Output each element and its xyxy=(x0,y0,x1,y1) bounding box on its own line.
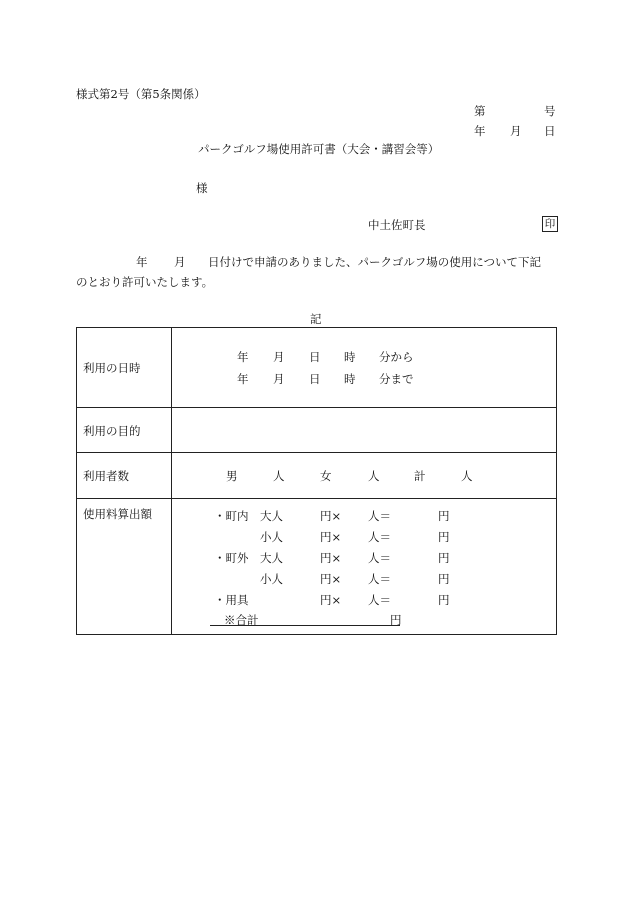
label-cell-users xyxy=(77,453,172,499)
fee-persons: 人＝ xyxy=(368,593,391,607)
body-year: 年 xyxy=(136,255,148,269)
fee-total-label: ※合計 xyxy=(224,613,259,627)
to-minute: 分まで xyxy=(379,372,414,386)
total-persons-unit: 人 xyxy=(461,469,473,483)
fee-total-amount: 円 xyxy=(390,613,402,627)
fee-type: 小人 xyxy=(260,530,283,544)
fee-persons: 人＝ xyxy=(368,572,391,586)
form-number: 様式第2号（第5条関係） xyxy=(76,87,206,101)
fee-type: 小人 xyxy=(260,572,283,586)
fee-unit-price: 円× xyxy=(320,551,342,565)
from-minute: 分から xyxy=(379,350,414,364)
female-label: 女 xyxy=(320,469,332,483)
fee-persons: 人＝ xyxy=(368,530,391,544)
body-line-2: のとおり許可いたします。 xyxy=(76,275,214,289)
to-month: 月 xyxy=(273,372,285,386)
fee-unit-price: 円× xyxy=(320,572,342,586)
label-cell-fees xyxy=(77,499,172,635)
addressee-suffix: 様 xyxy=(196,181,208,195)
female-persons-unit: 人 xyxy=(368,469,380,483)
issuer-name: 中土佐町長 xyxy=(368,218,426,232)
fee-category: ・町内 xyxy=(214,509,249,523)
to-year: 年 xyxy=(237,372,249,386)
from-hour: 時 xyxy=(344,350,356,364)
issue-date-year: 年 xyxy=(474,124,486,138)
row-users xyxy=(77,453,557,499)
from-year: 年 xyxy=(237,350,249,364)
fee-amount: 円 xyxy=(438,509,450,523)
document-number-prefix: 第 xyxy=(474,104,486,118)
label-datetime: 利用の日時 xyxy=(83,361,141,375)
to-hour: 時 xyxy=(344,372,356,386)
fee-amount: 円 xyxy=(438,530,450,544)
fee-persons: 人＝ xyxy=(368,551,391,565)
label-cell-datetime xyxy=(77,328,172,408)
seal-mark: 印 xyxy=(542,216,558,232)
fee-category: ・用具 xyxy=(214,593,249,607)
to-day: 日 xyxy=(309,372,321,386)
ki-heading: 記 xyxy=(310,312,322,326)
fee-unit-price: 円× xyxy=(320,509,342,523)
fee-type: 大人 xyxy=(260,551,283,565)
label-users: 利用者数 xyxy=(83,469,129,483)
fee-unit-price: 円× xyxy=(320,530,342,544)
body-month: 月 xyxy=(174,255,186,269)
label-fees: 使用料算出額 xyxy=(83,507,152,521)
fee-unit-price: 円× xyxy=(320,593,342,607)
label-cell-purpose xyxy=(77,408,172,453)
document-number-suffix: 号 xyxy=(544,104,556,118)
male-persons-unit: 人 xyxy=(273,469,285,483)
fee-amount: 円 xyxy=(438,551,450,565)
from-day: 日 xyxy=(309,350,321,364)
value-cell-fees xyxy=(172,499,557,635)
value-cell-datetime xyxy=(172,328,557,408)
issue-date-day: 日 xyxy=(544,124,556,138)
row-purpose xyxy=(77,408,557,453)
fee-category: ・町外 xyxy=(214,551,249,565)
fee-persons: 人＝ xyxy=(368,509,391,523)
fee-amount: 円 xyxy=(438,593,450,607)
fee-amount: 円 xyxy=(438,572,450,586)
row-datetime xyxy=(77,328,557,408)
label-purpose: 利用の目的 xyxy=(83,424,141,438)
value-cell-users xyxy=(172,453,557,499)
value-cell-purpose[interactable] xyxy=(172,408,557,453)
total-label: 計 xyxy=(414,469,426,483)
issue-date-month: 月 xyxy=(510,124,522,138)
fee-type: 大人 xyxy=(260,509,283,523)
from-month: 月 xyxy=(273,350,285,364)
row-fees xyxy=(77,499,557,635)
permit-table xyxy=(76,327,557,635)
total-underline xyxy=(210,625,400,626)
body-line-1: 日付けで申請のありました、パークゴルフ場の使用について下記 xyxy=(208,255,542,269)
document-title: パークゴルフ場使用許可書（大会・講習会等） xyxy=(198,142,440,156)
male-label: 男 xyxy=(226,469,238,483)
